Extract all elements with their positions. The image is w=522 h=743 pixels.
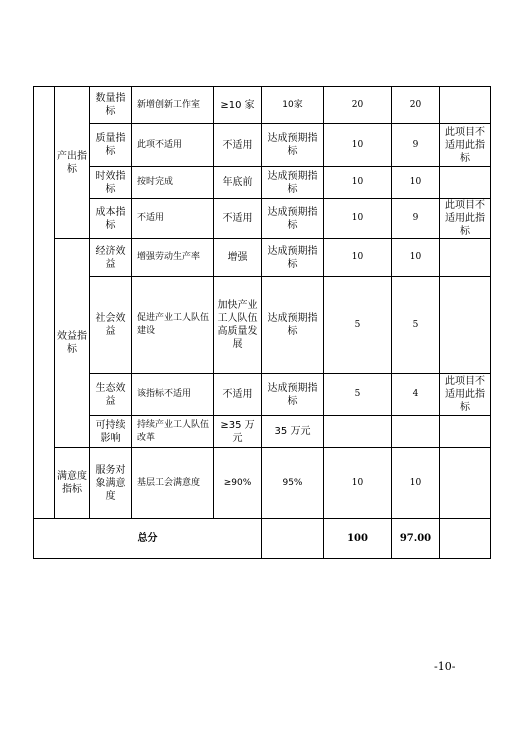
remark-cell <box>440 277 491 374</box>
actual-cell: 达成预期指标 <box>262 277 324 374</box>
weight-cell <box>324 416 392 448</box>
content-cell: 促进产业工人队伍建设 <box>132 277 214 374</box>
indicator-quality: 质量指标 <box>90 124 132 167</box>
remark-cell: 此项目不适用此指标 <box>440 374 491 416</box>
score-cell <box>392 416 440 448</box>
content-cell: 新增创新工作室 <box>132 87 214 124</box>
target-cell: 不适用 <box>214 199 262 239</box>
actual-cell: 35 万元 <box>262 416 324 448</box>
total-score: 97.00 <box>392 519 440 559</box>
indicator-ecological: 生态效益 <box>90 374 132 416</box>
score-cell: 10 <box>392 448 440 519</box>
score-cell: 4 <box>392 374 440 416</box>
content-cell: 不适用 <box>132 199 214 239</box>
content-cell: 按时完成 <box>132 167 214 199</box>
weight-cell: 10 <box>324 199 392 239</box>
target-cell: ≥90% <box>214 448 262 519</box>
weight-cell: 10 <box>324 448 392 519</box>
score-cell: 9 <box>392 199 440 239</box>
target-cell: ≥10 家 <box>214 87 262 124</box>
content-cell: 该指标不适用 <box>132 374 214 416</box>
actual-cell: 达成预期指标 <box>262 239 324 277</box>
indicator-economic: 经济效益 <box>90 239 132 277</box>
target-cell: 不适用 <box>214 374 262 416</box>
weight-cell: 5 <box>324 277 392 374</box>
indicator-cost: 成本指标 <box>90 199 132 239</box>
total-remark-cell <box>440 519 491 559</box>
remark-cell <box>440 416 491 448</box>
remark-cell <box>440 448 491 519</box>
actual-cell: 95% <box>262 448 324 519</box>
remark-cell: 此项目不适用此指标 <box>440 199 491 239</box>
weight-cell: 5 <box>324 374 392 416</box>
indicator-satisfaction: 服务对象满意度 <box>90 448 132 519</box>
weight-cell: 20 <box>324 87 392 124</box>
target-cell: 加快产业工人队伍高质量发展 <box>214 277 262 374</box>
weight-cell: 10 <box>324 167 392 199</box>
content-cell: 此项不适用 <box>132 124 214 167</box>
score-cell: 20 <box>392 87 440 124</box>
target-cell: 年底前 <box>214 167 262 199</box>
remark-cell <box>440 239 491 277</box>
score-cell: 5 <box>392 277 440 374</box>
total-actual-cell <box>262 519 324 559</box>
remark-cell: 此项目不适用此指标 <box>440 124 491 167</box>
level1-indicator-cell <box>34 87 55 519</box>
remark-cell <box>440 87 491 124</box>
page-number: -10- <box>434 660 456 673</box>
total-weight: 100 <box>324 519 392 559</box>
actual-cell: 10家 <box>262 87 324 124</box>
score-cell: 9 <box>392 124 440 167</box>
indicator-sustainable: 可持续影响 <box>90 416 132 448</box>
target-cell: 增强 <box>214 239 262 277</box>
actual-cell: 达成预期指标 <box>262 124 324 167</box>
actual-cell: 达成预期指标 <box>262 199 324 239</box>
actual-cell: 达成预期指标 <box>262 167 324 199</box>
total-label: 总分 <box>34 519 262 559</box>
score-cell: 10 <box>392 239 440 277</box>
actual-cell: 达成预期指标 <box>262 374 324 416</box>
group-name-satisfaction: 满意度指标 <box>55 448 90 519</box>
content-cell: 基层工会满意度 <box>132 448 214 519</box>
remark-cell <box>440 167 491 199</box>
content-cell: 增强劳动生产率 <box>132 239 214 277</box>
group-name-output: 产出指标 <box>55 87 90 239</box>
target-cell: 不适用 <box>214 124 262 167</box>
group-name-benefit: 效益指标 <box>55 239 90 448</box>
weight-cell: 10 <box>324 124 392 167</box>
indicator-social: 社会效益 <box>90 277 132 374</box>
performance-table <box>33 86 491 559</box>
score-cell: 10 <box>392 167 440 199</box>
indicator-quantity: 数量指标 <box>90 87 132 124</box>
target-cell: ≥35 万元 <box>214 416 262 448</box>
weight-cell: 10 <box>324 239 392 277</box>
indicator-timeliness: 时效指标 <box>90 167 132 199</box>
content-cell: 持续产业工人队伍改革 <box>132 416 214 448</box>
